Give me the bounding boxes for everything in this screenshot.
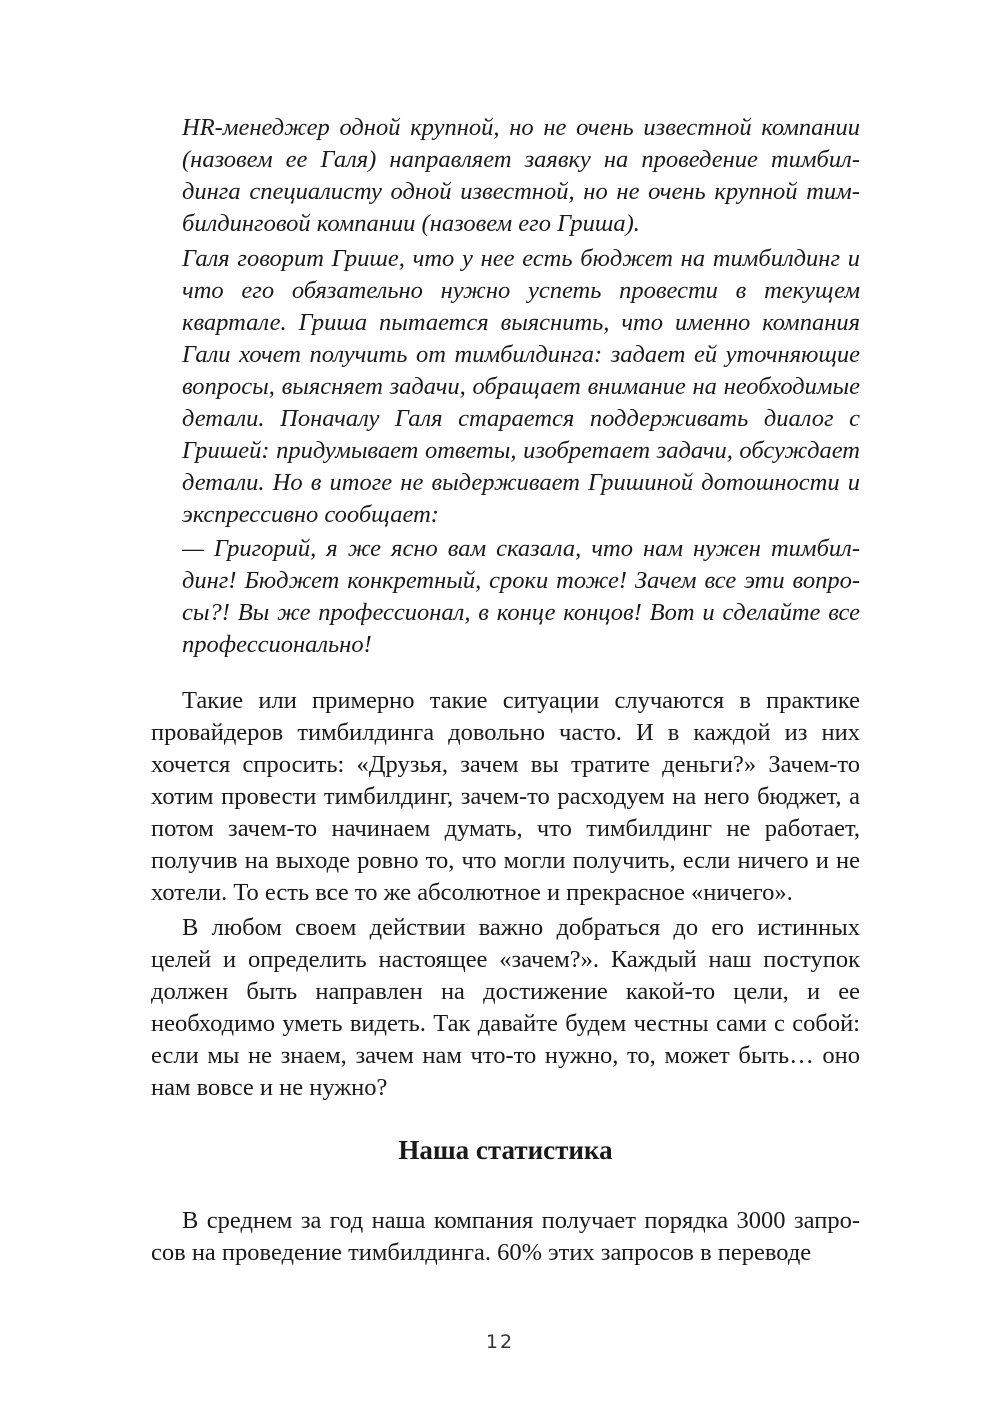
body-paragraph-1: Такие или примерно такие ситуации случаются в практике провайдеров тимбилдинга довольно часто. И в каждой из них хочется спросить: «Друзья, зачем вы тратите деньги?» Зачем-то хотим провести тимбилдинг, зачем-то расходуем на него бюджет, а потом зачем-то начинаем думать, что тимбилдинг не работает, получив на выходе ровно то, что могли получить, если ничего и не хотели. То есть все то же абсолютное и прекрасное «ничего».: [151, 687, 860, 906]
body-paragraph-2: В любом своем действии важно добраться до его истинных целей и определить настоящее «зачем?». Каждый наш поступок должен быть направлен на достижение какой-то цели, и ее необходимо уметь видеть. Так давайте будем честны сами с собой: если мы не знаем, зачем нам что-то нужно, то, может быть… оно нам вовсе и не нужно?: [151, 914, 860, 1101]
section-paragraph-1: В среднем за год наша компания получает порядка 3000 запросов на проведение тимбилдинга. 60% этих запросов в переводе: [151, 1207, 860, 1266]
story-paragraph-3: — Григорий, я же ясно вам сказала, что нам нужен тимбилдинг! Бюджет конкретный, сроки тоже! Зачем все эти вопросы?! Вы же профессионал, в конце концов! Вот и сделайте все профессионально!: [182, 535, 860, 658]
story-paragraph-1: HR-менеджер одной крупной, но не очень известной компании (назовем ее Галя) направляет заявку на проведение тимбилдинга специалисту одной известной, но не очень крупной тимбилдинговой компании (назовем его Гриша).: [182, 114, 860, 237]
section-heading: Наша статистика: [398, 1135, 613, 1165]
story-paragraph-2: Галя говорит Грише, что у нее есть бюджет на тимбилдинг и что его обязательно нужно успеть провести в текущем квартале. Гриша пытается выяснить, что именно компания Гали хочет получить от тимбилдинга: задает ей уточняющие вопросы, выясняет задачи, обращает внимание на необходимые детали. Поначалу Галя старается поддерживать диалог с Гришей: придумывает ответы, изобретает задачи, обсуждает детали. Но в итоге не выдерживает Гришиной дотошности и экспрессивно сообщает:: [182, 245, 860, 528]
page-number: 12: [485, 1331, 515, 1353]
